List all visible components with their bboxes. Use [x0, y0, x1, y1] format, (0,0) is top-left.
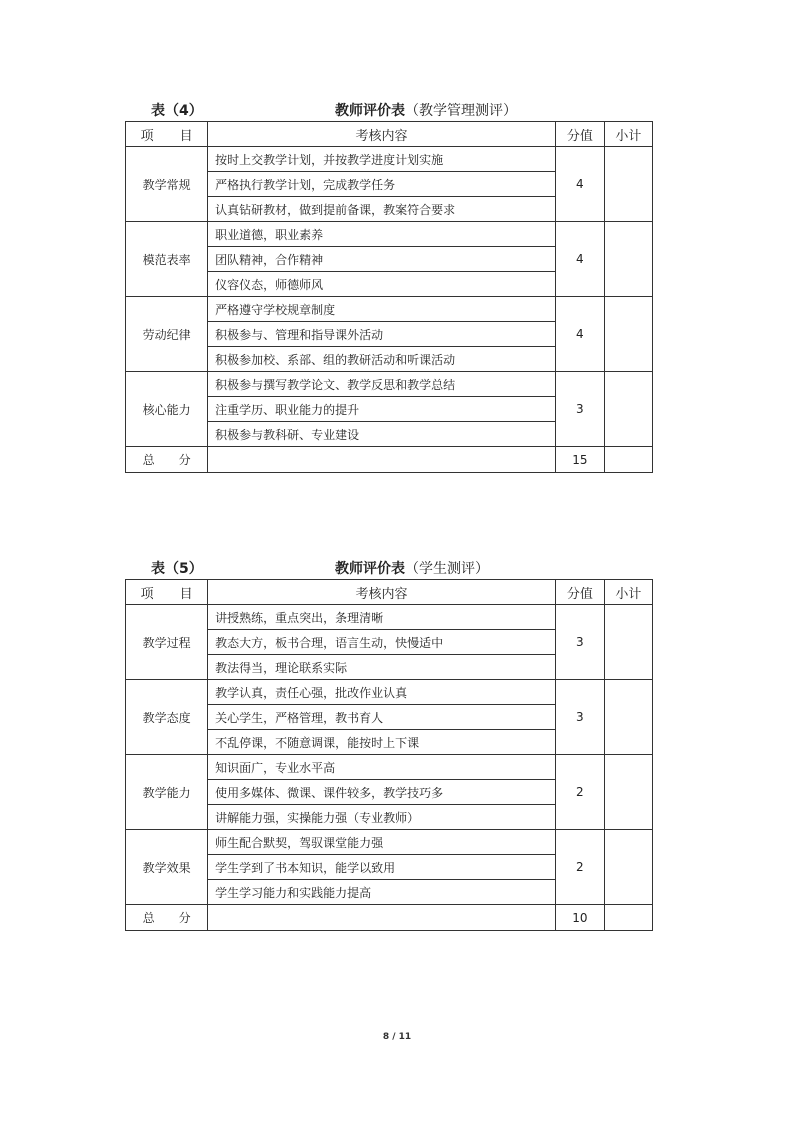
header-subtotal: 小计 [604, 580, 652, 605]
criteria-text: 讲解能力强，实操能力强（专业教师） [208, 805, 556, 830]
group-name: 劳动纪律 [126, 297, 208, 372]
criteria-row [126, 297, 653, 322]
criteria-row [126, 755, 653, 780]
group-score: 4 [555, 222, 604, 297]
criteria-text: 严格遵守学校规章制度 [208, 297, 556, 322]
group-score: 3 [555, 372, 604, 447]
group-subtotal-cell[interactable] [604, 680, 652, 755]
criteria-text: 积极参加校、系部、组的教研活动和听课活动 [208, 347, 556, 372]
header-subtotal: 小计 [604, 122, 652, 147]
group-subtotal-cell[interactable] [604, 147, 652, 222]
group-name: 核心能力 [126, 372, 208, 447]
total-subtotal-cell[interactable] [604, 447, 652, 473]
group-score: 3 [555, 680, 604, 755]
total-label: 总 分 [126, 905, 208, 931]
page-number: 8 / 11 [382, 1032, 412, 1042]
criteria-text: 教态大方，板书合理，语言生动，快慢适中 [208, 630, 556, 655]
group-subtotal-cell[interactable] [604, 755, 652, 830]
table5-total-row [126, 905, 653, 931]
group-subtotal-cell[interactable] [604, 372, 652, 447]
table5-caption [125, 558, 653, 578]
group-subtotal-cell[interactable] [604, 605, 652, 680]
criteria-row [126, 372, 653, 397]
group-subtotal-cell[interactable] [604, 830, 652, 905]
criteria-row [126, 830, 653, 855]
criteria-text: 学生学到了书本知识，能学以致用 [208, 855, 556, 880]
header-content: 考核内容 [208, 580, 556, 605]
criteria-text: 仪容仪态，师德师风 [208, 272, 556, 297]
group-name: 教学效果 [126, 830, 208, 905]
criteria-text: 按时上交教学计划，并按教学进度计划实施 [208, 147, 556, 172]
criteria-text: 严格执行教学计划，完成教学任务 [208, 172, 556, 197]
table4-title: 教师评价表（教学管理测评） [335, 103, 517, 119]
criteria-text: 认真钻研教材，做到提前备课，教案符合要求 [208, 197, 556, 222]
group-name: 教学常规 [126, 147, 208, 222]
table4-caption [125, 100, 653, 120]
criteria-text: 教法得当，理论联系实际 [208, 655, 556, 680]
total-score: 15 [555, 447, 604, 473]
header-item: 项 目 [126, 122, 208, 147]
criteria-row [126, 222, 653, 247]
group-score: 4 [555, 147, 604, 222]
criteria-text: 教学认真，责任心强，批改作业认真 [208, 680, 556, 705]
total-label: 总 分 [126, 447, 208, 473]
criteria-row [126, 605, 653, 630]
criteria-text: 积极参与教科研、专业建设 [208, 422, 556, 447]
criteria-text: 知识面广，专业水平高 [208, 755, 556, 780]
header-content: 考核内容 [208, 122, 556, 147]
group-score: 2 [555, 830, 604, 905]
total-content-cell [208, 447, 556, 473]
criteria-row [126, 680, 653, 705]
table4-number: 表（4） [151, 103, 203, 119]
group-subtotal-cell[interactable] [604, 297, 652, 372]
group-name: 模范表率 [126, 222, 208, 297]
group-score: 2 [555, 755, 604, 830]
criteria-text: 注重学历、职业能力的提升 [208, 397, 556, 422]
table4-total-row [126, 447, 653, 473]
total-content-cell [208, 905, 556, 931]
criteria-text: 关心学生，严格管理，教书育人 [208, 705, 556, 730]
table4 [125, 121, 653, 473]
table5-subtitle: （学生测评） [405, 561, 489, 577]
table4-header-row [126, 122, 653, 147]
table5-title: 教师评价表（学生测评） [335, 561, 489, 577]
table5-header-row [126, 580, 653, 605]
criteria-text: 积极参与、管理和指导课外活动 [208, 322, 556, 347]
criteria-text: 使用多媒体、微课、课件较多，教学技巧多 [208, 780, 556, 805]
group-score: 3 [555, 605, 604, 680]
criteria-text: 学生学习能力和实践能力提高 [208, 880, 556, 905]
total-score: 10 [555, 905, 604, 931]
total-subtotal-cell[interactable] [604, 905, 652, 931]
criteria-text: 职业道德，职业素养 [208, 222, 556, 247]
criteria-text: 讲授熟练，重点突出，条理清晰 [208, 605, 556, 630]
criteria-text: 团队精神，合作精神 [208, 247, 556, 272]
group-name: 教学能力 [126, 755, 208, 830]
group-score: 4 [555, 297, 604, 372]
criteria-text: 不乱停课，不随意调课，能按时上下课 [208, 730, 556, 755]
group-subtotal-cell[interactable] [604, 222, 652, 297]
criteria-text: 积极参与撰写教学论文、教学反思和教学总结 [208, 372, 556, 397]
group-name: 教学过程 [126, 605, 208, 680]
header-score: 分值 [555, 580, 604, 605]
group-name: 教学态度 [126, 680, 208, 755]
criteria-text: 师生配合默契，驾驭课堂能力强 [208, 830, 556, 855]
table5-number: 表（5） [151, 561, 203, 577]
header-item: 项 目 [126, 580, 208, 605]
header-score: 分值 [555, 122, 604, 147]
criteria-row [126, 147, 653, 172]
table5 [125, 579, 653, 931]
table4-subtitle: （教学管理测评） [405, 103, 517, 119]
